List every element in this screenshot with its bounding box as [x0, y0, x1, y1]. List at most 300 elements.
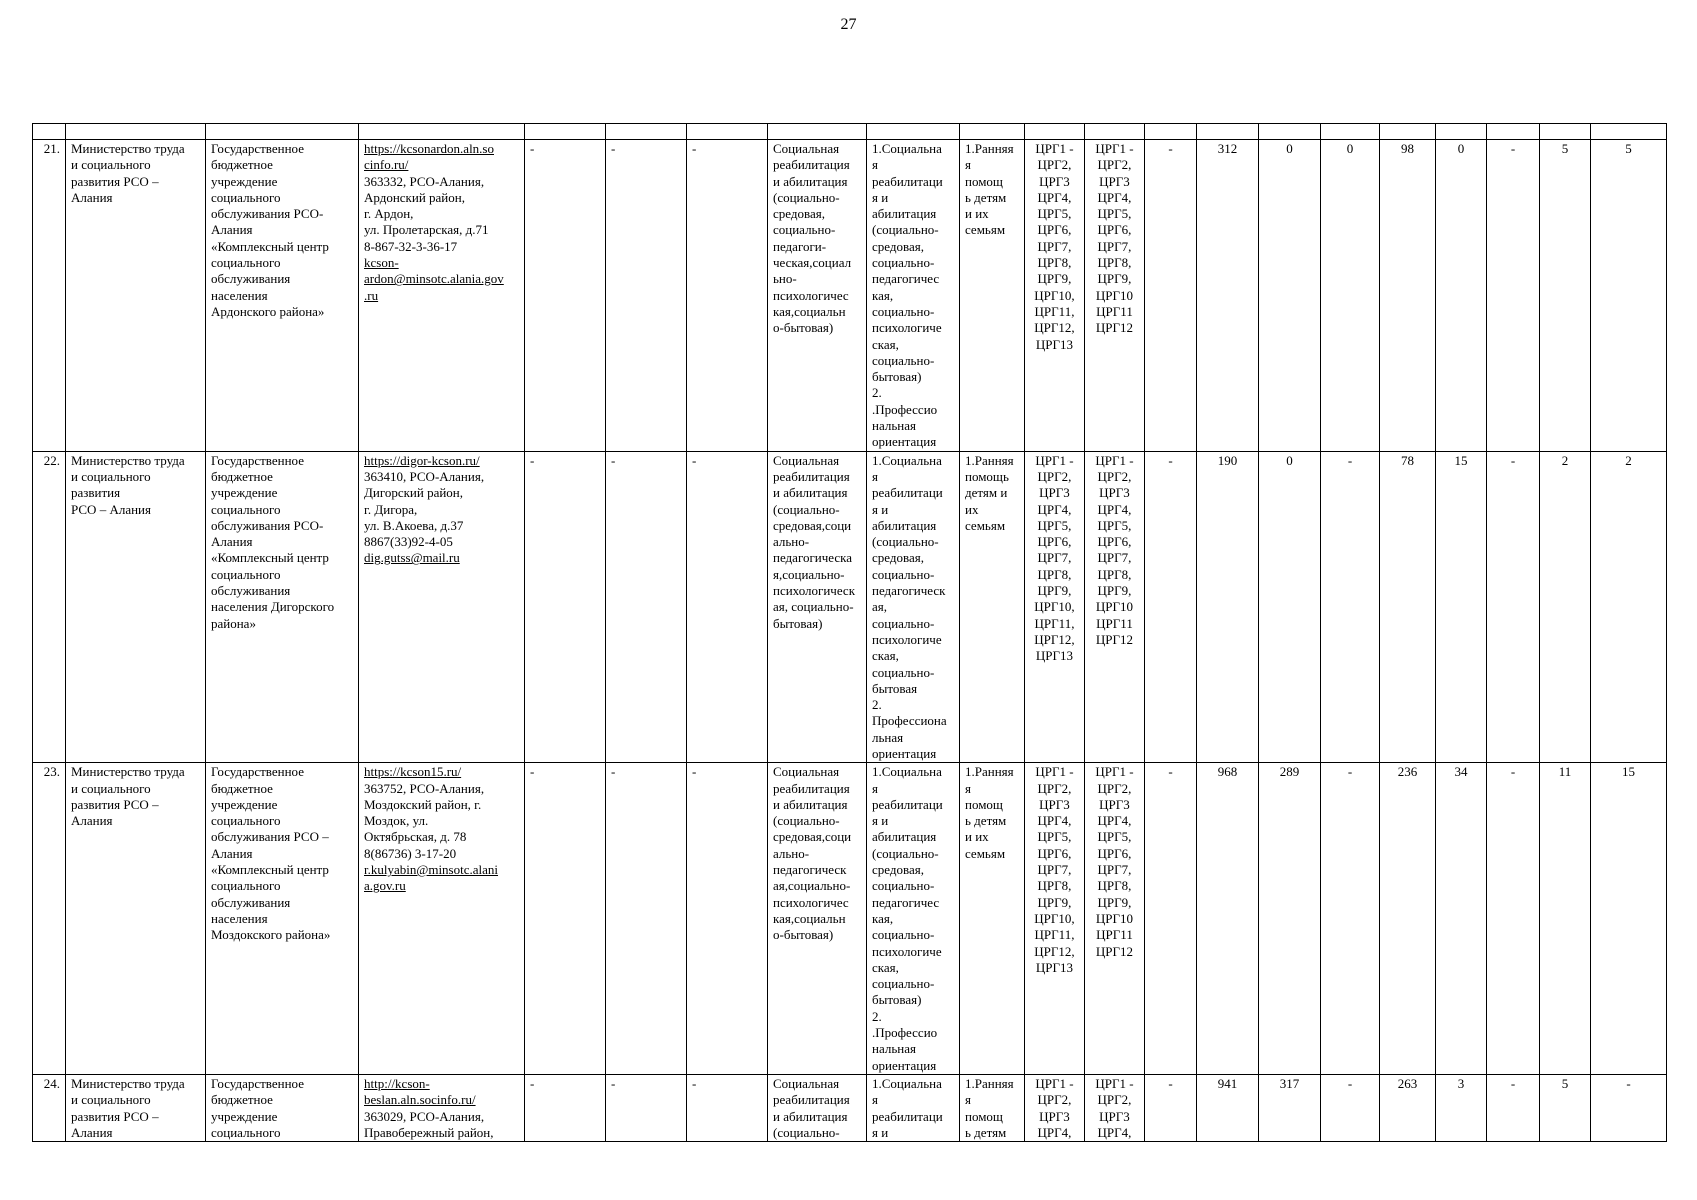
crg_b-line: ЦРГ8, — [1097, 878, 1132, 894]
rehab-line: реабилитация — [773, 157, 850, 173]
cell-c7: - — [687, 451, 768, 763]
ministry-line: и социального — [71, 780, 151, 796]
cell-org — [206, 451, 359, 763]
services-line: (социально- — [872, 222, 939, 238]
crg_a-line: ЦРГ7, — [1037, 238, 1072, 254]
cell-c21: - — [1591, 1074, 1667, 1141]
crg_b-line: ЦРГ3 — [1099, 796, 1130, 812]
crg_a-line: ЦРГ2, — [1037, 780, 1072, 796]
org-line: социального — [211, 501, 281, 517]
crg_b-line: ЦРГ4, — [1097, 189, 1132, 205]
contact-line: 8-867-32-3-36-17 — [364, 238, 458, 254]
org-line: бюджетное — [211, 157, 273, 173]
crg_a-line: ЦРГ3 — [1039, 1108, 1070, 1124]
contact-link[interactable]: https://digor-kcson.ru/ — [364, 452, 480, 468]
services-line: 2. — [872, 385, 882, 401]
cell-contacts — [359, 1074, 525, 1141]
cell-c19: - — [1487, 451, 1540, 763]
cell-c16: - — [1321, 451, 1380, 763]
rehab-line: педагогическа — [773, 550, 853, 566]
cell-early — [960, 763, 1025, 1075]
crg_b-line: ЦРГ1 - — [1095, 141, 1134, 156]
cell-c13: - — [1145, 451, 1197, 763]
cell-crg_a — [1025, 763, 1085, 1075]
crg_b-line: ЦРГ6, — [1097, 534, 1132, 550]
rehab-line: Социальная — [773, 141, 840, 156]
crg_b-line: ЦРГ6, — [1097, 222, 1132, 238]
services-line: Профессиона — [872, 713, 947, 729]
crg_b-line: ЦРГ2, — [1097, 780, 1132, 796]
early-line: помощ — [965, 1108, 1003, 1124]
crg_b-line: ЦРГ12 — [1095, 943, 1134, 959]
crg_a-line: ЦРГ2, — [1037, 1092, 1072, 1108]
crg_a-line: ЦРГ8, — [1037, 878, 1072, 894]
cell-services — [867, 451, 960, 763]
org-line: Алания — [211, 534, 253, 550]
crg_a-line: ЦРГ6, — [1037, 845, 1072, 861]
cell-c21: 15 — [1591, 763, 1667, 1075]
cell-c20: 11 — [1540, 763, 1591, 1075]
contact-link[interactable]: https://kcson15.ru/ — [364, 764, 462, 780]
crg_a-line: ЦРГ11, — [1034, 303, 1075, 319]
services-line: 2. — [872, 697, 882, 713]
early-line: 1.Ранняя — [965, 141, 1014, 156]
cell-early — [960, 451, 1025, 763]
crg_a-line: ЦРГ1 - — [1035, 141, 1074, 156]
cell-c6: - — [606, 140, 687, 452]
rehab-line: средовая, — [773, 206, 825, 222]
crg_b-line: ЦРГ5, — [1097, 517, 1132, 533]
contact-line: Моздок, ул. — [364, 813, 429, 829]
services-line: социально- — [872, 352, 935, 368]
crg_b-line: ЦРГ12 — [1095, 320, 1134, 336]
table-row — [33, 763, 1667, 1075]
ministry-line: Министерство труда — [71, 141, 185, 156]
services-line: ориентация — [872, 1057, 937, 1073]
services-line: я и — [872, 813, 889, 829]
org-line: Моздокского района» — [211, 927, 331, 943]
crg_b-line: ЦРГ7, — [1097, 550, 1132, 566]
crg_a-line: ЦРГ5, — [1037, 517, 1072, 533]
services-line: социально- — [872, 878, 935, 894]
crg_b-line: ЦРГ12 — [1095, 631, 1134, 647]
crg_b-line: ЦРГ2, — [1097, 157, 1132, 173]
crg_b-line: ЦРГ7, — [1097, 862, 1132, 878]
crg_a-line: ЦРГ3 — [1039, 485, 1070, 501]
rehab-line: Социальная — [773, 1075, 840, 1091]
org-line: социального — [211, 189, 281, 205]
rehab-line: реабилитация — [773, 1092, 850, 1108]
crg_a-line: ЦРГ12, — [1034, 943, 1075, 959]
cell-c13: - — [1145, 763, 1197, 1075]
crg_a-line: ЦРГ11, — [1034, 927, 1075, 943]
cell-c6: - — [606, 1074, 687, 1141]
rehab-line: и абилитация — [773, 1108, 848, 1124]
ministry-line: Министерство труда — [71, 452, 185, 468]
early-line: 1.Ранняя — [965, 764, 1014, 780]
crg_a-line: ЦРГ9, — [1037, 894, 1072, 910]
ministry-line: развития РСО – — [71, 173, 159, 189]
crg_b-line: ЦРГ2, — [1097, 468, 1132, 484]
cell-c15: 0 — [1259, 140, 1321, 452]
cell-c18: 34 — [1436, 763, 1487, 1075]
early-line: семьям — [965, 845, 1006, 861]
rehab-line: психологичес — [773, 287, 849, 303]
services-line: я и — [872, 189, 889, 205]
services-line: социально- — [872, 976, 935, 992]
crg_a-line: ЦРГ6, — [1037, 222, 1072, 238]
cell-c16: 0 — [1321, 140, 1380, 452]
org-line: Государственное — [211, 452, 304, 468]
contact-line: ул. В.Акоева, д.37 — [364, 517, 464, 533]
cell-c5: - — [525, 451, 606, 763]
cell-c14: 312 — [1197, 140, 1259, 452]
org-line: учреждение — [211, 1108, 278, 1124]
crg_a-line: ЦРГ2, — [1037, 157, 1072, 173]
early-line: ь детям — [965, 1124, 1007, 1140]
crg_a-line: ЦРГ1 - — [1035, 1075, 1074, 1091]
cell-services — [867, 763, 960, 1075]
crg_b-line: ЦРГ4, — [1097, 501, 1132, 517]
cell-c15: 317 — [1259, 1074, 1321, 1141]
early-line: я — [965, 1092, 971, 1108]
services-line: психологиче — [872, 320, 942, 336]
table-row — [33, 140, 1667, 452]
page-number: 27 — [840, 16, 857, 33]
cell-c7: - — [687, 763, 768, 1075]
cell-c18: 15 — [1436, 451, 1487, 763]
services-line: средовая, — [872, 550, 924, 566]
crg_a-line: ЦРГ13 — [1035, 959, 1074, 975]
cell-crg_b — [1085, 1074, 1145, 1141]
rehab-line: психологичес — [773, 894, 849, 910]
services-line: кая, — [872, 910, 894, 926]
early-line: их — [965, 501, 979, 517]
services-line: кая, — [872, 287, 894, 303]
cell-c21: 5 — [1591, 140, 1667, 452]
crg_a-line: ЦРГ5, — [1037, 206, 1072, 222]
contact-line: ул. Пролетарская, д.71 — [364, 222, 489, 238]
cell-c19: - — [1487, 763, 1540, 1075]
cell-num: 22. — [33, 451, 66, 763]
cell-c14: 190 — [1197, 451, 1259, 763]
crg_a-line: ЦРГ8, — [1037, 255, 1072, 271]
crg_b-line: ЦРГ4, — [1097, 1124, 1132, 1140]
crg_b-line: ЦРГ5, — [1097, 829, 1132, 845]
crg_b-line: ЦРГ4, — [1097, 813, 1132, 829]
crg_a-line: ЦРГ10, — [1034, 910, 1075, 926]
ministry-line: и социального — [71, 468, 151, 484]
crg_a-line: ЦРГ1 - — [1035, 764, 1074, 780]
services-line: 2. — [872, 1008, 882, 1024]
org-line: обслуживания — [211, 894, 291, 910]
cell-num: 21. — [33, 140, 66, 452]
rehab-line: (социально- — [773, 1124, 840, 1140]
crg_b-line: ЦРГ9, — [1097, 271, 1132, 287]
cell-c5: - — [525, 763, 606, 1075]
cell-early — [960, 140, 1025, 452]
crg_a-line: ЦРГ10, — [1034, 287, 1075, 303]
services-line: социально- — [872, 927, 935, 943]
cell-c20: 5 — [1540, 1074, 1591, 1141]
services-line: я и — [872, 1124, 889, 1140]
services-line: льная — [872, 729, 904, 745]
crg_b-line: ЦРГ11 — [1096, 303, 1133, 319]
crg_b-line: ЦРГ11 — [1096, 927, 1133, 943]
crg_b-line: ЦРГ5, — [1097, 206, 1132, 222]
contact-link[interactable]: dig.gutss@mail.ru — [364, 550, 460, 566]
crg_b-line: ЦРГ9, — [1097, 894, 1132, 910]
org-line: социального — [211, 878, 281, 894]
services-line: реабилитаци — [872, 1108, 943, 1124]
cell-crg_a — [1025, 140, 1085, 452]
cell-ministry — [66, 763, 206, 1075]
cell-c13: - — [1145, 140, 1197, 452]
cell-c16: - — [1321, 1074, 1380, 1141]
rehab-line: средовая,соци — [773, 829, 852, 845]
cell-c6: - — [606, 451, 687, 763]
rehab-line: и абилитация — [773, 485, 848, 501]
early-line: семьям — [965, 222, 1006, 238]
cell-c6: - — [606, 763, 687, 1075]
services-line: бытовая — [872, 680, 918, 696]
services-line: социально- — [872, 664, 935, 680]
services-line: абилитация — [872, 206, 937, 222]
services-line: ская, — [872, 959, 899, 975]
crg_a-line: ЦРГ1 - — [1035, 452, 1074, 468]
early-line: детям и — [965, 485, 1008, 501]
rehab-line: социально- — [773, 222, 836, 238]
ministry-line: развития — [71, 485, 121, 501]
cell-services — [867, 1074, 960, 1141]
early-line: ь детям — [965, 189, 1007, 205]
services-line: бытовая) — [872, 369, 922, 385]
services-line: (социально- — [872, 845, 939, 861]
org-line: населения — [211, 910, 268, 926]
ministry-line: РСО – Алания — [71, 501, 151, 517]
contact-line: 8867(33)92-4-05 — [364, 534, 453, 550]
org-line: учреждение — [211, 485, 278, 501]
early-line: и их — [965, 206, 989, 222]
services-line: социально- — [872, 566, 935, 582]
early-line: помощ — [965, 173, 1003, 189]
ministry-line: развития РСО – — [71, 796, 159, 812]
crg_a-line: ЦРГ10, — [1034, 599, 1075, 615]
org-line: Ардонского района» — [211, 303, 325, 319]
org-line: Алания — [211, 845, 253, 861]
org-line: социального — [211, 813, 281, 829]
table-row — [33, 1074, 1667, 1141]
crg_a-line: ЦРГ7, — [1037, 862, 1072, 878]
crg_b-line: ЦРГ10 — [1095, 910, 1134, 926]
services-line: реабилитаци — [872, 173, 943, 189]
cell-c5: - — [525, 1074, 606, 1141]
crg_a-line: ЦРГ9, — [1037, 583, 1072, 599]
services-line: ориентация — [872, 745, 937, 761]
org-line: учреждение — [211, 796, 278, 812]
cell-c17: 78 — [1380, 451, 1436, 763]
services-line: нальная — [872, 418, 916, 434]
crg_b-line: ЦРГ2, — [1097, 1092, 1132, 1108]
table-row — [33, 451, 1667, 763]
contact-line: 363410, РСО-Алания, — [364, 468, 485, 484]
crg_a-line: ЦРГ9, — [1037, 271, 1072, 287]
rehab-line: бытовая) — [773, 615, 823, 631]
services-line: социально- — [872, 255, 935, 271]
cell-early — [960, 1074, 1025, 1141]
org-line: обслуживания — [211, 271, 291, 287]
early-line: 1.Ранняя — [965, 1075, 1014, 1091]
cell-crg_a — [1025, 451, 1085, 763]
early-line: помощь — [965, 468, 1009, 484]
rehab-line: ая,социально- — [773, 878, 851, 894]
services-line: 1.Социальна — [872, 141, 942, 156]
crg_a-line: ЦРГ13 — [1035, 648, 1074, 664]
cell-c15: 0 — [1259, 451, 1321, 763]
org-line: обслуживания РСО- — [211, 517, 324, 533]
contact-line: Моздокский район, г. — [364, 796, 482, 812]
rehab-line: Социальная — [773, 764, 840, 780]
cell-rehab — [768, 1074, 867, 1141]
contact-line: Правобережный район, — [364, 1124, 494, 1140]
org-line: социального — [211, 566, 281, 582]
rehab-line: (социально- — [773, 813, 840, 829]
crg_a-line: ЦРГ3 — [1039, 173, 1070, 189]
crg_a-line: ЦРГ4, — [1037, 1124, 1072, 1140]
org-line: «Комплексный центр — [211, 550, 329, 566]
contact-link[interactable]: https://kcsonardon.aln.so — [364, 141, 494, 156]
rehab-line: и абилитация — [773, 173, 848, 189]
cell-rehab — [768, 763, 867, 1075]
services-line: я — [872, 1092, 878, 1108]
ministry-line: Алания — [71, 1124, 113, 1140]
services-line: социально- — [872, 615, 935, 631]
services-line: ская, — [872, 336, 899, 352]
rehab-line: я,социально- — [773, 566, 845, 582]
cell-c21: 2 — [1591, 451, 1667, 763]
rehab-line: педагогическ — [773, 862, 847, 878]
early-line: и их — [965, 829, 989, 845]
cell-crg_b — [1085, 763, 1145, 1075]
crg_a-line: ЦРГ4, — [1037, 501, 1072, 517]
cell-c14: 941 — [1197, 1074, 1259, 1141]
contact-link[interactable]: .ru — [364, 287, 379, 303]
contact-link[interactable]: http://kcson- — [364, 1075, 430, 1091]
org-line: «Комплексный центр — [211, 862, 329, 878]
crg_b-line: ЦРГ8, — [1097, 255, 1132, 271]
org-line: учреждение — [211, 173, 278, 189]
contact-line: 363332, РСО-Алания, — [364, 173, 485, 189]
contact-line: Ардонский район, — [364, 189, 465, 205]
org-line: Алания — [211, 222, 253, 238]
rehab-line: ьно- — [773, 271, 797, 287]
early-line: я — [965, 157, 971, 173]
cell-org — [206, 763, 359, 1075]
org-line: населения — [211, 287, 268, 303]
rehab-line: и абилитация — [773, 796, 848, 812]
crg_b-line: ЦРГ6, — [1097, 845, 1132, 861]
contact-link[interactable]: r.kulyabin@minsotc.alani — [364, 862, 499, 878]
rehab-line: реабилитация — [773, 780, 850, 796]
early-line: 1.Ранняя — [965, 452, 1014, 468]
services-line: нальная — [872, 1041, 916, 1057]
cell-services — [867, 140, 960, 452]
services-line: психологиче — [872, 943, 942, 959]
cell-rehab — [768, 451, 867, 763]
crg_a-line: ЦРГ5, — [1037, 829, 1072, 845]
contact-line: г. Ардон, — [364, 206, 414, 222]
early-line: я — [965, 780, 971, 796]
services-line: бытовая) — [872, 992, 922, 1008]
ministry-line: Алания — [71, 813, 113, 829]
contact-link[interactable]: cinfo.ru/ — [364, 157, 409, 173]
cell-contacts — [359, 763, 525, 1075]
services-line: (социально- — [872, 534, 939, 550]
crg_a-line: ЦРГ6, — [1037, 534, 1072, 550]
cell-c13: - — [1145, 1074, 1197, 1141]
services-line: реабилитаци — [872, 485, 943, 501]
cell-c17: 263 — [1380, 1074, 1436, 1141]
rehab-line: реабилитация — [773, 468, 850, 484]
services-line: 1.Социальна — [872, 452, 942, 468]
org-line: обслуживания РСО – — [211, 829, 329, 845]
crg_a-line: ЦРГ7, — [1037, 550, 1072, 566]
crg_b-line: ЦРГ3 — [1099, 1108, 1130, 1124]
org-line: обслуживания — [211, 583, 291, 599]
cell-org — [206, 1074, 359, 1141]
contact-link[interactable]: a.gov.ru — [364, 878, 406, 894]
crg_b-line: ЦРГ1 - — [1095, 452, 1134, 468]
crg_b-line: ЦРГ11 — [1096, 615, 1133, 631]
contact-line: 363029, РСО-Алания, — [364, 1108, 485, 1124]
rehab-line: Социальная — [773, 452, 840, 468]
org-line: обслуживания РСО- — [211, 206, 324, 222]
rehab-line: о-бытовая) — [773, 320, 834, 336]
org-line: района» — [211, 615, 256, 631]
rehab-line: (социально- — [773, 501, 840, 517]
cell-c7: - — [687, 140, 768, 452]
services-line: ская, — [872, 648, 899, 664]
rehab-line: ая, социально- — [773, 599, 854, 615]
services-line: я — [872, 157, 878, 173]
crg_a-line: ЦРГ8, — [1037, 566, 1072, 582]
services-line: 1.Социальна — [872, 1075, 942, 1091]
rehab-line: средовая,соци — [773, 517, 852, 533]
cell-c17: 236 — [1380, 763, 1436, 1075]
cell-c17: 98 — [1380, 140, 1436, 452]
ministry-line: развития РСО – — [71, 1108, 159, 1124]
contact-link[interactable]: ardon@minsotc.alania.gov — [364, 271, 504, 287]
rehab-line: педагоги- — [773, 238, 827, 254]
cell-num: 23. — [33, 763, 66, 1075]
cell-c19: - — [1487, 140, 1540, 452]
contact-link[interactable]: kcson- — [364, 255, 399, 271]
crg_b-line: ЦРГ8, — [1097, 566, 1132, 582]
rehab-line: ческая,социал — [773, 255, 852, 271]
rehab-line: кая,социальн — [773, 303, 846, 319]
cell-org — [206, 140, 359, 452]
early-line: семьям — [965, 517, 1006, 533]
crg_a-line: ЦРГ12, — [1034, 320, 1075, 336]
cell-ministry — [66, 1074, 206, 1141]
contact-link[interactable]: beslan.aln.socinfo.ru/ — [364, 1092, 476, 1108]
crg_a-line: ЦРГ3 — [1039, 796, 1070, 812]
rehab-line: ально- — [773, 845, 810, 861]
contact-line: 363752, РСО-Алания, — [364, 780, 485, 796]
crg_a-line: ЦРГ13 — [1035, 336, 1074, 352]
cell-rehab — [768, 140, 867, 452]
services-line: психологиче — [872, 631, 942, 647]
